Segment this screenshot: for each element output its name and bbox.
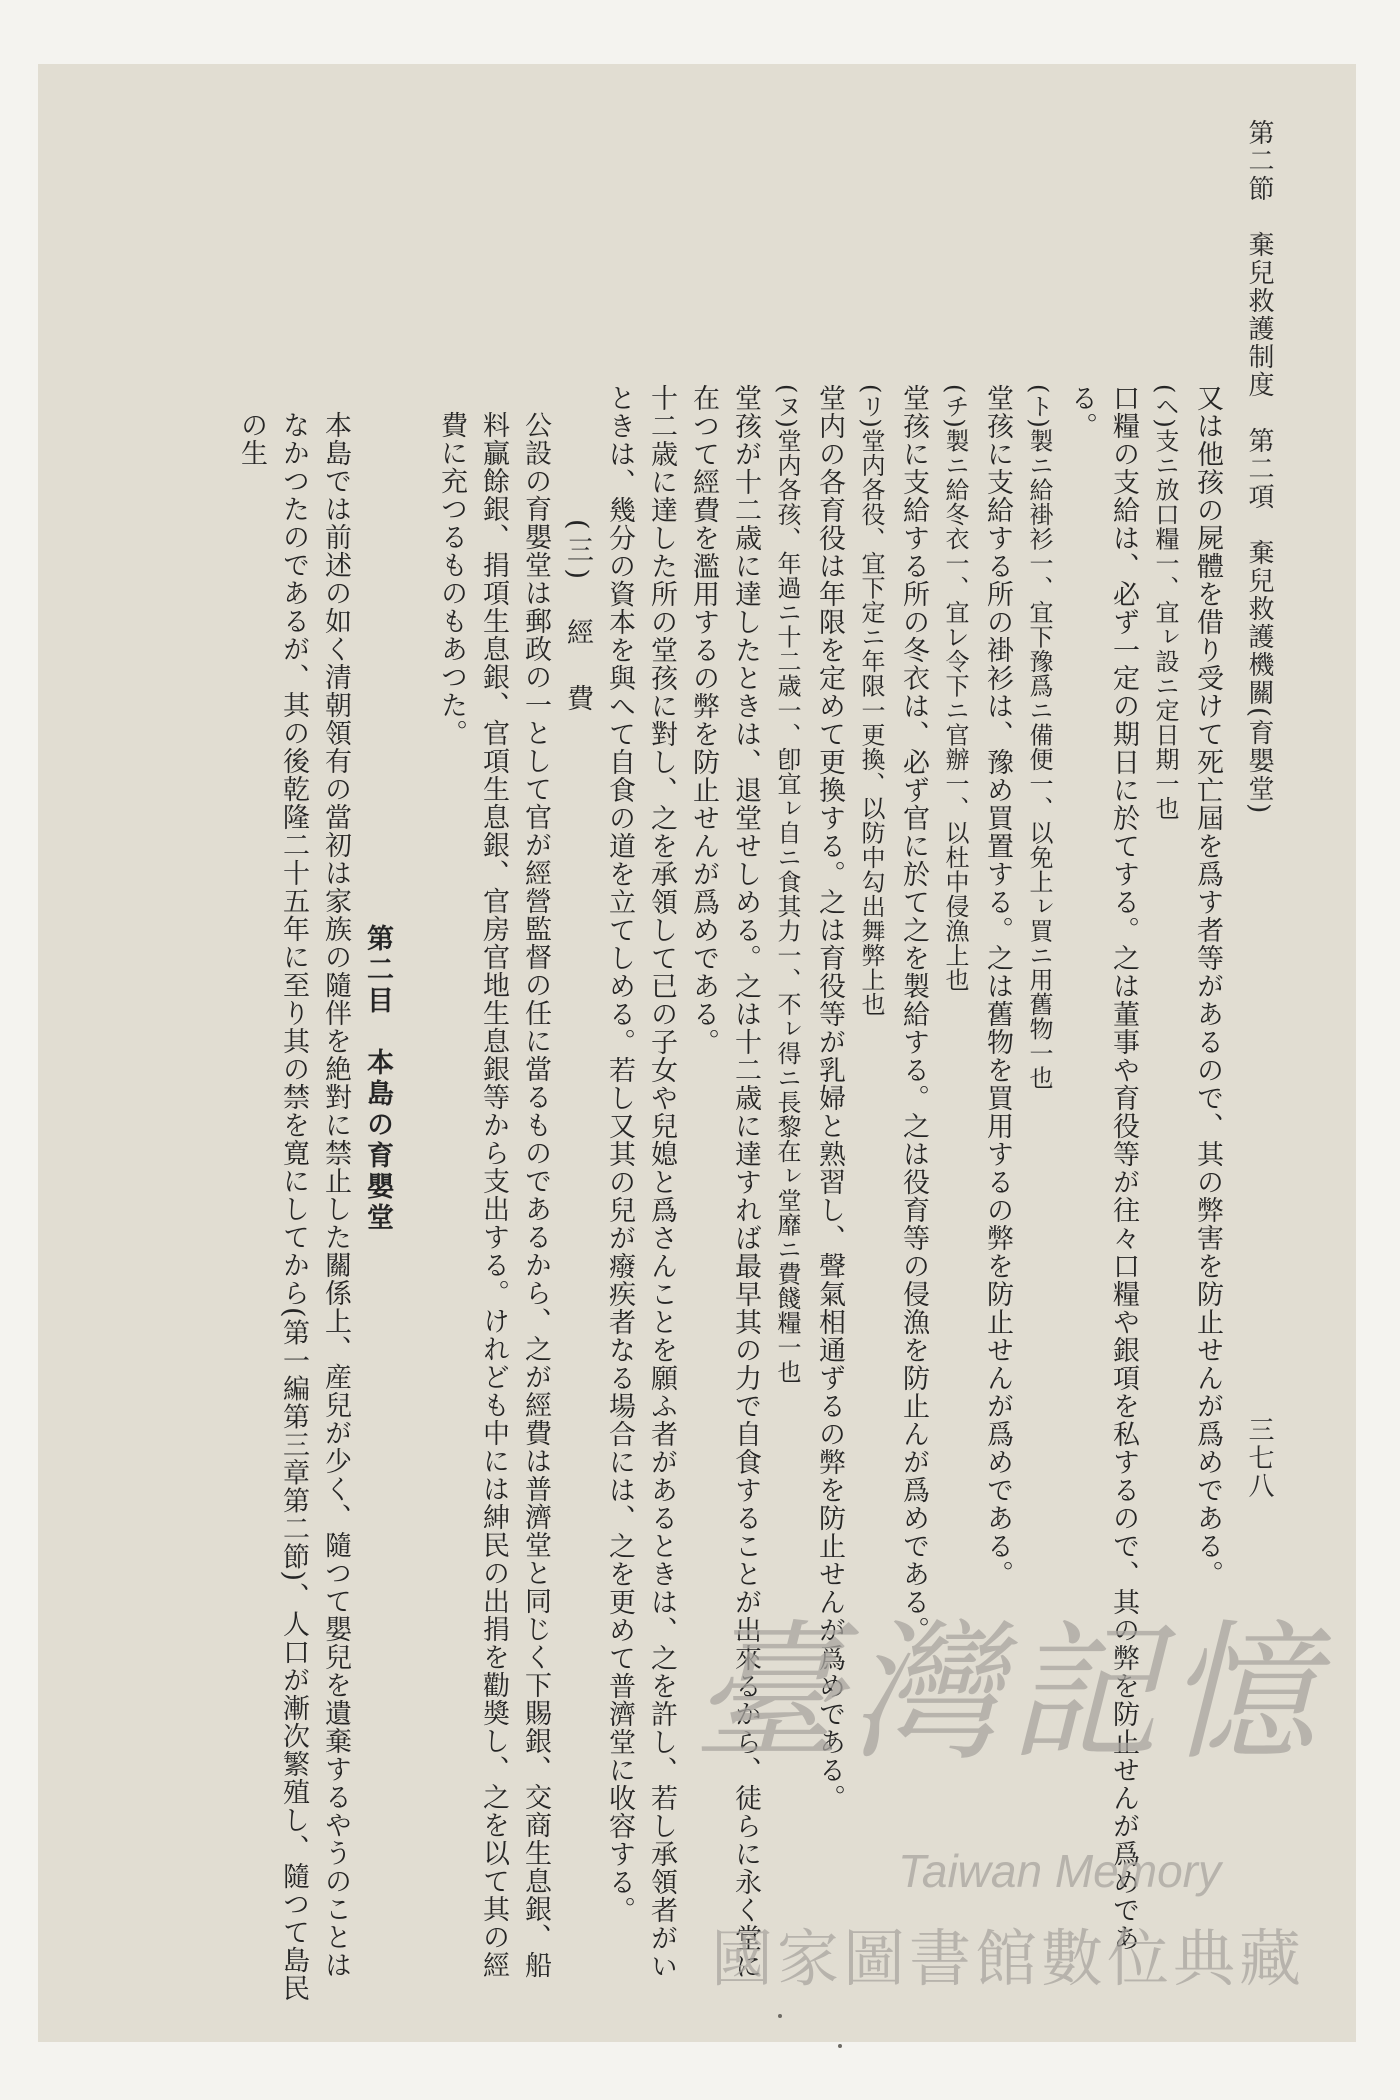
scanned-page [38, 64, 1356, 2042]
item-heading: (ト)製ニ給褂衫一、宜下豫爲ニ備便一、以免上ㇾ買ニ用舊物一也 [1025, 384, 1053, 1090]
item-heading: (ヘ)支ニ放口糧一、宜ㇾ設ニ定日期一也 [1151, 384, 1179, 821]
page-number: 三七八 [1244, 1416, 1274, 1500]
paragraph: 十二歳に達した所の堂孩に對し、之を承領して已の子女や兒媳と爲さんことを願ふ者があるときは、之を許し、若し承領者がいときは、幾分の資本を與へて自食の道を立てしめる。若し又其の兒が癈疾者なる場合には、之を更めて普濟堂に收容する。 [604, 384, 677, 1980]
paragraph: 堂孩に支給する所の褂衫は、豫め買置する。之は舊物を買用するの弊を防止せんが爲めである。 [982, 384, 1013, 1588]
speck [778, 2014, 782, 2018]
paragraph: 口糧の支給は、必ず一定の期日に於てする。之は董事や育役等が往々口糧や銀項を私するので、其の弊を防止せんが爲めである。 [1066, 384, 1139, 1952]
chapter-heading: 第二目 本島の育嬰堂 [362, 924, 393, 1234]
section-title: (三) 經 費 [562, 519, 593, 718]
watermark-chinese: 國家圖書館數位典藏 [710, 1922, 1305, 1995]
spacer [398, 384, 430, 2004]
paragraph: 堂内の各育役は年限を定めて更換する。之は育役等が乳婦と熟習し、聲氣相通ずるの弊を防止せんが爲めである。 [814, 384, 845, 1812]
paragraph: 又は他孩の屍體を借り受けて死亡屆を爲す者等があるので、其の弊害を防止せんが爲めである。 [1192, 384, 1223, 1588]
watermark-script: 臺灣記憶 [691, 1607, 1324, 1781]
speck [838, 2044, 842, 2048]
watermark-english: Taiwan Memory [898, 1845, 1221, 1897]
paragraph: 堂孩が十二歳に達したときは、退堂せしめる。之は十二歳に達すれば最早其の力で自食することが出來るから、徒らに永く堂に在つて經費を濫用するの弊を防止せんが爲めである。 [688, 384, 761, 1980]
paragraph: 公設の育嬰堂は郵政の一として官が經營監督の任に當るものであるから、之が經費は普濟堂と同じく下賜銀、交商生息銀、船料贏餘銀、捐項生息銀、官項生息銀、官房官地生息銀等から支出する。けれども中には紳民の出捐を勸奬し、之を以て其の經費に充つるものもあつた。 [436, 411, 551, 1979]
item-heading: (チ)製ニ給冬衣一、宜レ令下ニ官辦一、以杜中侵漁上也 [941, 384, 969, 992]
item-heading: (ヌ)堂内各孩、年過ニ十二歳一、卽宜ㇾ自ニ食其力一、不ㇾ得ニ長黎在ㇾ堂靡ニ費餞糧一也 [773, 384, 801, 1384]
item-heading: (リ)堂内各役、宜下定ニ年限一更換、以防中勾出舞弊上也 [857, 384, 885, 1017]
watermark [678, 1607, 1338, 1999]
paragraph: 堂孩に支給する所の冬衣は、必ず官に於て之を製給する。之は役育等の侵漁を防止んが爲めである。 [898, 384, 929, 1644]
paragraph: 本島では前述の如く清朝領有の當初は家族の隨伴を絶對に禁止した關係上、産兒が少く、隨つて嬰兒を遺棄するやうのことはなかつたのであるが、其の後乾隆二十五年に至り其の禁を寛にしてから(第一編第三章第二節)、人口が漸次繁殖し、隨つて島民の生 [236, 411, 351, 2003]
running-header: 第二節 棄兒救護制度 第二項 棄兒救護機關(育嬰堂) [1244, 119, 1274, 816]
